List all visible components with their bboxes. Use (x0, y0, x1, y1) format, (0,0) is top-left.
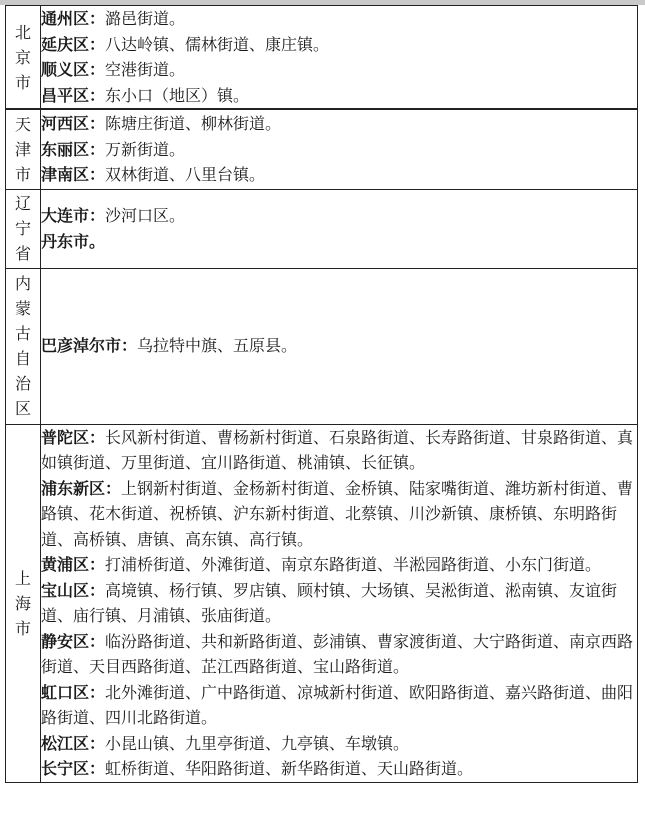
province-char: 内 (14, 274, 31, 293)
list-item (41, 552, 637, 578)
street-list: 打浦桥街道、外滩街道、南京东路街道、半淞园路街道、小东门街道。 (105, 555, 602, 574)
province-char: 北 (14, 22, 31, 42)
district-name: 顺义区： (41, 60, 106, 79)
street-list: 空港街道。 (105, 60, 186, 79)
district-name: 通州区： (41, 9, 106, 28)
list-item (41, 229, 637, 255)
province-char: 京 (14, 47, 31, 67)
street-list: 沙河口区。 (105, 206, 186, 225)
province-cell (6, 109, 41, 189)
province-char: 区 (14, 399, 31, 418)
table-row-liaoning (6, 189, 638, 268)
province-char: 市 (14, 618, 31, 638)
district-name: 巴彦淖尔市： (41, 336, 138, 356)
district-name: 长宁区： (41, 759, 106, 778)
street-list: 高境镇、杨行镇、罗店镇、顾村镇、大场镇、吴淞街道、淞南镇、友谊街道、庙行镇、月浦镇、张庙街道。 (41, 580, 618, 625)
province-cell (6, 424, 41, 782)
list-item (41, 137, 637, 163)
street-list: 乌拉特中旗、五原县。 (137, 336, 298, 356)
street-list: 潞邑街道。 (105, 9, 186, 28)
province-char: 市 (14, 164, 31, 184)
table-row-inner-mongolia (6, 268, 638, 424)
street-list: 临汾路街道、共和新路街道、彭浦镇、曹家渡街道、大宁路街道、南京西路街道、天目西路街道、芷江西路街道、宝山路街道。 (41, 631, 634, 676)
district-name: 宝山区： (41, 580, 106, 600)
list-item (41, 680, 637, 731)
street-list: 虹桥街道、华阳路街道、新华路街道、天山路街道。 (105, 759, 474, 778)
province-char: 辽 (14, 194, 31, 213)
street-list: 上钢新村街道、金杨新村街道、金桥镇、陆家嘴街道、潍坊新村街道、曹路镇、花木街道、祝桥镇、沪东新村街道、北蔡镇、川沙新镇、康桥镇、东明路街道、高桥镇、唐镇、高东镇、高行镇。 (41, 478, 634, 549)
list-item (41, 333, 637, 359)
province-char: 上 (14, 568, 31, 588)
district-list-cell (41, 268, 638, 424)
list-item (41, 6, 637, 32)
province-char: 蒙 (14, 299, 31, 318)
list-item (41, 203, 637, 229)
district-name: 丹东市。 (41, 231, 106, 251)
province-char: 自 (14, 349, 31, 368)
province-char: 治 (14, 374, 31, 393)
province-char: 天 (14, 114, 31, 134)
district-list-cell (41, 6, 638, 110)
street-list: 八达岭镇、儒林街道、康庄镇。 (105, 34, 330, 54)
table-row-beijing (6, 6, 638, 110)
district-name: 昌平区： (41, 85, 106, 105)
list-item (41, 476, 637, 553)
list-item (41, 629, 637, 680)
list-item (41, 83, 637, 109)
province-char: 市 (14, 72, 31, 92)
province-char: 宁 (14, 219, 31, 238)
province-cell (6, 268, 41, 424)
street-list: 东小口（地区）镇。 (105, 85, 250, 105)
street-list: 双林街道、八里台镇。 (105, 165, 266, 184)
district-list-cell (41, 109, 638, 189)
list-item (41, 111, 637, 137)
district-name: 虹口区： (41, 682, 106, 702)
district-name: 松江区： (41, 733, 106, 753)
street-list: 北外滩街道、广中路街道、凉城新村街道、欧阳路街道、嘉兴路街道、曲阳路街道、四川北路街道。 (41, 682, 634, 727)
list-item (41, 57, 637, 83)
district-name: 津南区： (41, 165, 106, 184)
table-row-tianjin (6, 109, 638, 189)
province-cell (6, 189, 41, 268)
list-item (41, 731, 637, 757)
district-name: 大连市： (41, 206, 106, 225)
province-char: 海 (14, 593, 31, 613)
street-list: 陈塘庄街道、柳林街道。 (105, 114, 282, 133)
district-name: 浦东新区： (41, 478, 122, 498)
province-char: 古 (14, 324, 31, 343)
province-char: 津 (14, 139, 31, 159)
list-item (41, 578, 637, 629)
region-table (5, 5, 638, 783)
street-list: 万新街道。 (105, 139, 186, 159)
district-list-cell (41, 424, 638, 782)
district-list-cell (41, 189, 638, 268)
district-name: 东丽区： (41, 139, 106, 159)
district-name: 黄浦区： (41, 555, 106, 574)
street-list: 长风新村街道、曹杨新村街道、石泉路街道、长寿路街道、甘泉路街道、真如镇街道、万里街道、宜川路街道、桃浦镇、长征镇。 (41, 427, 634, 472)
district-name: 延庆区： (41, 34, 106, 54)
list-item (41, 425, 637, 476)
table-row-shanghai (6, 424, 638, 782)
street-list: 小昆山镇、九里亭街道、九亭镇、车墩镇。 (105, 733, 410, 753)
province-cell (6, 6, 41, 110)
list-item (41, 32, 637, 58)
list-item (41, 162, 637, 188)
list-item (41, 756, 637, 782)
district-name: 河西区： (41, 114, 106, 133)
district-name: 普陀区： (41, 427, 106, 447)
province-char: 省 (14, 244, 31, 263)
district-name: 静安区： (41, 631, 106, 651)
